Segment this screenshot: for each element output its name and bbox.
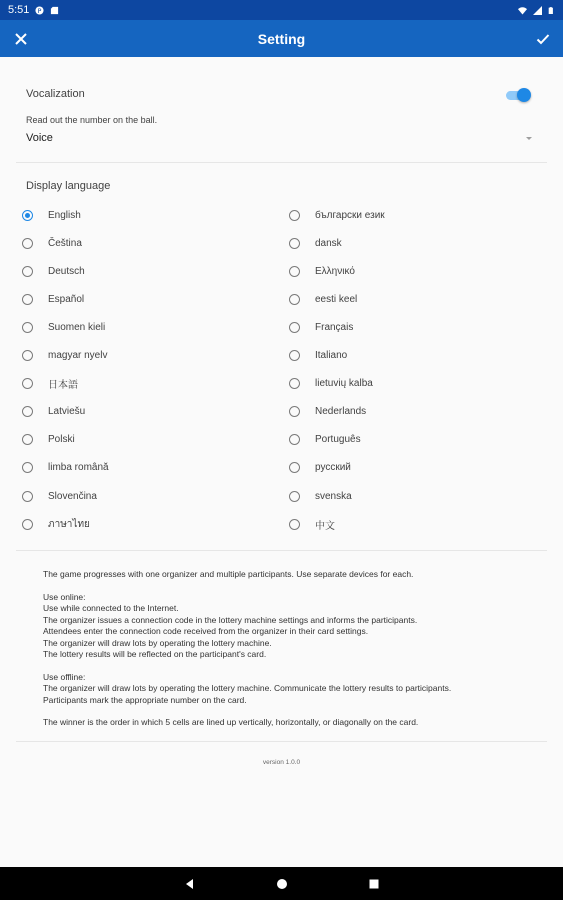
back-button[interactable] xyxy=(182,876,198,892)
language-option[interactable] xyxy=(22,346,262,366)
confirm-button[interactable] xyxy=(524,20,561,57)
info-offline-title: Use offline: xyxy=(43,671,86,682)
language-option[interactable] xyxy=(289,261,529,281)
radio-unchecked-icon xyxy=(22,322,33,333)
language-option-label: eesti keel xyxy=(315,293,358,305)
close-button[interactable] xyxy=(2,20,39,57)
app-bar xyxy=(0,20,563,57)
recents-button[interactable] xyxy=(366,876,382,892)
home-circle-icon xyxy=(276,878,288,890)
language-option[interactable] xyxy=(289,514,529,534)
language-option[interactable] xyxy=(289,317,529,337)
language-option[interactable] xyxy=(289,374,529,394)
language-option[interactable] xyxy=(289,233,529,253)
language-option-label: Latviešu xyxy=(48,406,86,418)
language-option-label: Italiano xyxy=(315,350,348,361)
language-option[interactable] xyxy=(22,514,262,534)
radio-unchecked-icon xyxy=(22,491,33,502)
vocalization-toggle[interactable] xyxy=(504,88,531,102)
language-option[interactable] xyxy=(289,289,529,309)
battery-icon xyxy=(548,6,555,15)
info-line: The organizer will draw lots by operating the lottery machine. xyxy=(43,637,272,648)
language-option-label: ภาษาไทย xyxy=(48,518,90,530)
radio-unchecked-icon xyxy=(22,434,33,445)
language-option-label: Español xyxy=(48,293,85,305)
radio-unchecked-icon xyxy=(289,406,300,417)
info-winner: The winner is the order in which 5 cells are lined up vertically, horizontally, or diagonally on the card. xyxy=(43,717,419,727)
language-option[interactable] xyxy=(289,346,529,366)
wifi-icon xyxy=(518,6,527,15)
radio-unchecked-icon xyxy=(289,350,300,361)
info-line: The lottery results will be reflected on the participant's card. xyxy=(43,649,267,659)
divider xyxy=(16,162,547,163)
home-button[interactable] xyxy=(274,876,290,892)
radio-unchecked-icon xyxy=(22,266,33,277)
radio-unchecked-icon xyxy=(22,378,33,389)
divider xyxy=(16,741,547,742)
radio-checked-icon xyxy=(22,210,33,221)
status-bar xyxy=(0,0,563,20)
language-option[interactable] xyxy=(289,430,529,450)
language-option-label: Português xyxy=(315,434,361,446)
voice-select-value: Voice xyxy=(26,132,53,144)
language-option-label: Čeština xyxy=(48,237,82,249)
radio-unchecked-icon xyxy=(289,434,300,445)
radio-unchecked-icon xyxy=(289,210,300,221)
svg-text:P: P xyxy=(38,7,42,15)
version-text: version 1.0.0 xyxy=(262,759,301,766)
language-option[interactable] xyxy=(289,486,529,506)
status-time: 5:51 xyxy=(8,4,30,16)
dropdown-arrow-icon xyxy=(526,137,532,140)
radio-unchecked-icon xyxy=(289,462,300,473)
radio-unchecked-icon xyxy=(289,266,300,277)
info-online-title: Use online: xyxy=(43,591,86,602)
language-option[interactable] xyxy=(22,486,262,506)
back-triangle-icon xyxy=(184,878,196,890)
language-option[interactable] xyxy=(22,402,262,422)
settings-content xyxy=(0,57,563,867)
radio-unchecked-icon xyxy=(22,462,33,473)
language-option-label: dansk xyxy=(315,237,342,249)
divider xyxy=(16,550,547,551)
radio-unchecked-icon xyxy=(22,519,33,530)
check-icon xyxy=(536,32,550,46)
radio-unchecked-icon xyxy=(289,378,300,389)
language-option-label: Nederlands xyxy=(315,406,367,418)
radio-unchecked-icon xyxy=(22,238,33,249)
language-option[interactable] xyxy=(22,430,262,450)
language-option-label: lietuvių kalba xyxy=(315,378,373,390)
radio-unchecked-icon xyxy=(289,519,300,530)
info-line: Use while connected to the Internet. xyxy=(43,603,179,613)
language-option[interactable] xyxy=(289,205,529,225)
radio-unchecked-icon xyxy=(289,322,300,333)
vocalization-description: Read out the number on the ball. xyxy=(26,115,158,125)
language-option-label: Ελληνικό xyxy=(315,265,355,277)
radio-unchecked-icon xyxy=(289,238,300,249)
display-language-label: Display language xyxy=(26,180,111,192)
radio-unchecked-icon xyxy=(22,350,33,361)
language-option-label: Deutsch xyxy=(48,265,85,277)
language-option-label: Suomen kieli xyxy=(48,321,106,333)
language-option[interactable] xyxy=(22,317,262,337)
language-option[interactable] xyxy=(22,233,262,253)
recents-square-icon xyxy=(368,878,380,890)
language-option[interactable] xyxy=(22,374,262,394)
language-option[interactable] xyxy=(289,402,529,422)
voice-select[interactable] xyxy=(26,130,538,148)
sd-card-icon xyxy=(50,6,59,15)
language-option[interactable] xyxy=(22,261,262,281)
language-option[interactable] xyxy=(22,458,262,478)
radio-unchecked-icon xyxy=(289,491,300,502)
language-option-label: 日本語 xyxy=(48,380,78,392)
radio-unchecked-icon xyxy=(289,294,300,305)
language-option-label: magyar nyelv xyxy=(48,350,108,361)
toggle-thumb xyxy=(517,88,531,102)
language-option[interactable] xyxy=(22,289,262,309)
close-icon xyxy=(14,32,28,46)
info-line: The organizer issues a connection code in the lottery machine settings and informs the participants. xyxy=(43,614,418,625)
info-line: Attendees enter the connection code received from the organizer in their card settings. xyxy=(43,626,369,636)
usage-info xyxy=(43,569,533,729)
vocalization-label: Vocalization xyxy=(26,88,85,100)
language-option-label: 中文 xyxy=(315,520,335,532)
notification-p-icon xyxy=(35,6,44,15)
language-option[interactable] xyxy=(289,458,529,478)
navigation-bar xyxy=(0,867,563,900)
language-option-label: svenska xyxy=(315,490,352,502)
language-option-label: български език xyxy=(315,209,385,221)
info-line: Participants mark the appropriate number on the card. xyxy=(43,694,247,705)
signal-icon xyxy=(533,6,542,15)
language-option-label: Polski xyxy=(48,434,75,446)
info-line: The organizer will draw lots by operating the lottery machine. Communicate the lottery results to participants. xyxy=(43,683,452,693)
language-option-label: limba română xyxy=(48,462,109,474)
page-title: Setting xyxy=(257,30,306,47)
info-intro: The game progresses with one organizer and multiple participants. Use separate devices for each. xyxy=(43,569,414,579)
language-option-label: English xyxy=(48,209,81,221)
language-option-label: Français xyxy=(315,321,354,333)
radio-unchecked-icon xyxy=(22,294,33,305)
language-option-label: русский xyxy=(315,462,351,474)
radio-unchecked-icon xyxy=(22,406,33,417)
language-option[interactable] xyxy=(22,205,262,225)
language-option-label: Slovenčina xyxy=(48,490,97,502)
